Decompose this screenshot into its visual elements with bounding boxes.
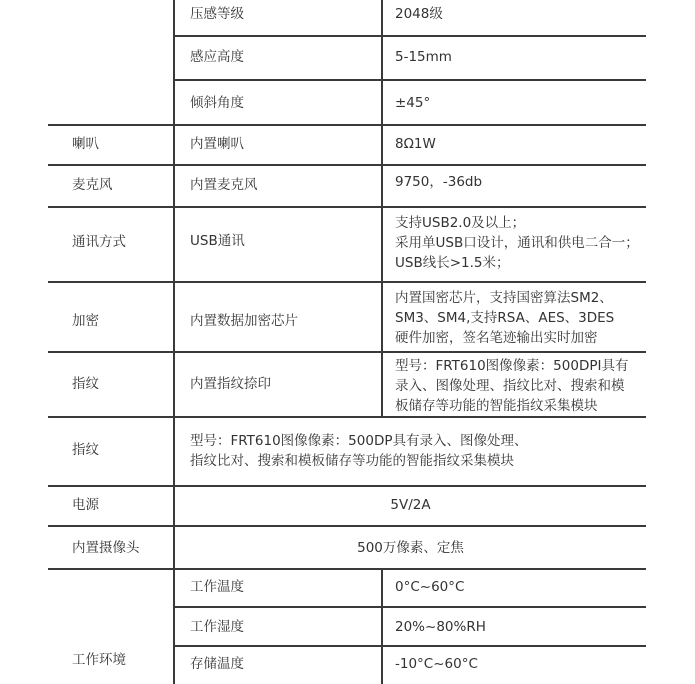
row-sub-label: 压感等级: [190, 6, 244, 22]
row-sub-label: 存储温度: [190, 656, 244, 672]
row-value-line: 型号：FRT610图像像素：500DPI具有: [395, 358, 629, 374]
row-label: 内置摄像头: [72, 540, 140, 556]
row-sub-label: 内置麦克风: [190, 177, 258, 193]
row-label: 工作环境: [72, 652, 126, 668]
row-sub-label: USB通讯: [190, 233, 245, 249]
row-value-line: SM3、SM4,支持RSA、AES、3DES: [395, 310, 615, 326]
row-divider: [174, 35, 646, 37]
row-value-line: USB线长>1.5米；: [395, 255, 510, 271]
row-label: 指纹: [72, 376, 99, 392]
row-label: 指纹: [72, 442, 99, 458]
row-sub-label: 内置喇叭: [190, 136, 244, 152]
row-label: 通讯方式: [72, 234, 126, 250]
row-value-line: 录入、图像处理、指纹比对、搜索和模: [395, 378, 625, 394]
row-value: 8Ω1W: [395, 136, 436, 152]
row-value: ±45°: [395, 95, 431, 111]
row-divider: [48, 416, 646, 418]
row-divider: [48, 568, 646, 570]
row-label: 喇叭: [72, 136, 99, 152]
row-value-line: 内置国密芯片，支持国密算法SM2、: [395, 290, 613, 306]
row-value: 9750，-36db: [395, 174, 483, 190]
row-divider: [48, 124, 646, 126]
row-sub-label: 倾斜角度: [190, 95, 244, 111]
row-divider: [174, 606, 646, 608]
row-merged-value: 5V/2A: [390, 497, 431, 513]
row-divider: [48, 485, 646, 487]
row-label: 电源: [72, 497, 99, 513]
row-value-line: 硬件加密，签名笔迹输出实时加密: [395, 330, 598, 346]
row-value: -10°C~60°C: [395, 656, 478, 672]
row-value: 5-15mm: [395, 49, 452, 65]
row-divider: [174, 79, 646, 81]
row-divider: [48, 281, 646, 283]
row-label: 加密: [72, 313, 99, 329]
row-value: 2048级: [395, 6, 443, 22]
column-divider: [173, 0, 175, 684]
row-divider: [48, 164, 646, 166]
row-value: 0°C~60°C: [395, 579, 465, 595]
row-divider: [174, 645, 646, 647]
column-divider: [381, 0, 383, 417]
row-value-line: 支持USB2.0及以上；: [395, 215, 526, 231]
row-merged-value: 500万像素、定焦: [357, 540, 464, 556]
row-value-line: 板储存等功能的智能指纹采集模块: [395, 398, 598, 414]
row-value: 20%~80%RH: [395, 619, 486, 635]
row-value-line: 采用单USB口设计，通讯和供电二合一；: [395, 235, 639, 251]
column-divider: [381, 568, 383, 684]
row-sub-label: 内置指纹捺印: [190, 376, 271, 392]
row-merged-line: 指纹比对、搜索和模板储存等功能的智能指纹采集模块: [190, 453, 514, 469]
row-sub-label: 工作温度: [190, 579, 244, 595]
row-label: 麦克风: [72, 177, 113, 193]
row-divider: [48, 351, 646, 353]
row-divider: [48, 206, 646, 208]
row-sub-label: 内置数据加密芯片: [190, 313, 298, 329]
row-divider: [48, 525, 646, 527]
row-sub-label: 感应高度: [190, 49, 244, 65]
row-merged-line: 型号：FRT610图像像素：500DP具有录入、图像处理、: [190, 433, 528, 449]
row-sub-label: 工作湿度: [190, 619, 244, 635]
